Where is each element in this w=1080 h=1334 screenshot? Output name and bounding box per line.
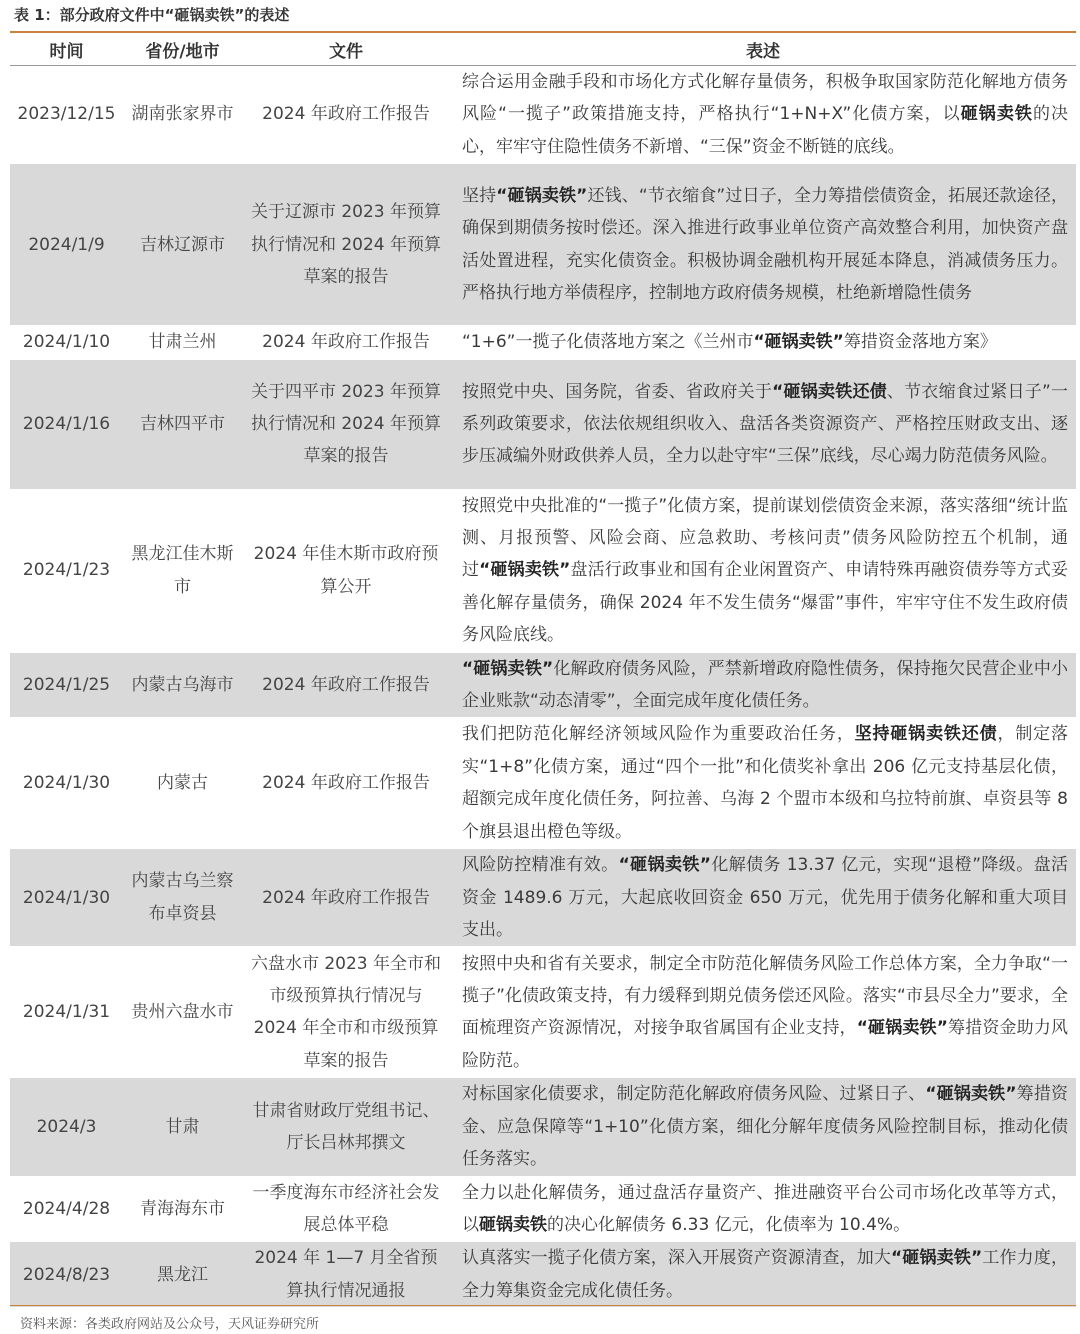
header-document: 文件 — [242, 33, 450, 66]
cell-date: 2024/1/23 — [10, 489, 123, 652]
cell-date: 2024/1/30 — [10, 718, 123, 849]
cell-region: 贵州六盘水市 — [123, 947, 242, 1078]
cell-description: 风险防控精准有效。“砸锅卖铁”化解债务 13.37 亿元，实现“退橙”降级。盘活资金 1489.6 万元，大起底收回资金 650 万元，优先用于债务化解和重大项目支出。 — [450, 849, 1076, 947]
cell-document: 甘肃省财政厅党组书记、厅长吕林邦撰文 — [242, 1078, 450, 1176]
cell-description: 综合运用金融手段和市场化方式化解存量债务，积极争取国家防范化解地方债务风险“一揽子”政策措施支持，严格执行“1+N+X”化债方案，以砸锅卖铁的决心，牢牢守住隐性债务不新增、“三保”资金不断链的底线。 — [450, 66, 1076, 164]
table-row — [10, 849, 1076, 947]
cell-description: 全力以赴化解债务，通过盘活存量资产、推进融资平台公司市场化改革等方式，以砸锅卖铁的决心化解债务 6.33 亿元，化债率为 10.4%。 — [450, 1176, 1076, 1242]
cell-document: 六盘水市 2023 年全市和市级预算执行情况与 2024 年全市和市级预算草案的报告 — [242, 947, 450, 1078]
cell-description: 认真落实一揽子化债方案，深入开展资产资源清查，加大“砸锅卖铁”工作力度，全力筹集资金完成化债任务。 — [450, 1242, 1076, 1307]
cell-document: 一季度海东市经济社会发展总体平稳 — [242, 1176, 450, 1242]
cell-region: 吉林辽源市 — [123, 164, 242, 326]
table-caption: 表 1：部分政府文件中“砸锅卖铁”的表述 — [14, 6, 290, 24]
cell-region: 内蒙古乌海市 — [123, 652, 242, 718]
cell-region: 吉林四平市 — [123, 359, 242, 489]
cell-date: 2024/1/30 — [10, 849, 123, 947]
bottom-rule — [10, 1305, 1076, 1306]
table-row — [10, 489, 1076, 652]
cell-document: 2024 年政府工作报告 — [242, 66, 450, 164]
table-row — [10, 164, 1076, 326]
cell-date: 2024/1/9 — [10, 164, 123, 326]
cell-document: 2024 年政府工作报告 — [242, 718, 450, 849]
cell-document: 关于四平市 2023 年预算执行情况和 2024 年预算草案的报告 — [242, 359, 450, 489]
cell-document: 关于辽源市 2023 年预算执行情况和 2024 年预算草案的报告 — [242, 164, 450, 326]
cell-description: 我们把防范化解经济领域风险作为重要政治任务，坚持砸锅卖铁还债，制定落实“1+8”化债方案，通过“四个一批”和化债奖补拿出 206 亿元支持基层化债，超额完成年度化债任务，阿拉善、乌海 2 个盟市本级和乌拉特前旗、卓资县等 8 个旗县退出橙色等级。 — [450, 718, 1076, 849]
source-note: 资料来源：各类政府网站及公众号，天风证券研究所 — [20, 1317, 320, 1332]
table-row — [10, 1078, 1076, 1176]
cell-document: 2024 年佳木斯市政府预算公开 — [242, 489, 450, 652]
cell-document: 2024 年政府工作报告 — [242, 326, 450, 359]
table-row — [10, 718, 1076, 849]
header-time: 时间 — [10, 33, 123, 66]
cell-region: 黑龙江 — [123, 1242, 242, 1307]
table-row — [10, 1242, 1076, 1307]
cell-document: 2024 年政府工作报告 — [242, 849, 450, 947]
header-region: 省份/地市 — [123, 33, 242, 66]
header-description: 表述 — [450, 33, 1076, 66]
cell-date: 2024/1/31 — [10, 947, 123, 1078]
cell-date: 2024/1/10 — [10, 326, 123, 359]
cell-region: 内蒙古乌兰察布卓资县 — [123, 849, 242, 947]
cell-date: 2024/1/16 — [10, 359, 123, 489]
header-row — [10, 33, 1076, 66]
cell-date: 2024/4/28 — [10, 1176, 123, 1242]
government-documents-table — [10, 33, 1076, 1307]
cell-region: 湖南张家界市 — [123, 66, 242, 164]
cell-date: 2024/3 — [10, 1078, 123, 1176]
cell-region: 内蒙古 — [123, 718, 242, 849]
cell-region: 甘肃 — [123, 1078, 242, 1176]
table-row — [10, 66, 1076, 164]
cell-description: 按照党中央批准的“一揽子”化债方案，提前谋划偿债资金来源，落实落细“统计监测、月报预警、风险会商、应急救助、考核问责”债务风险防控五个机制，通过“砸锅卖铁”盘活行政事业和国有企业闲置资产、申请特殊再融资债券等方式妥善化解存量债务，确保 2024 年不发生债务“爆雷”事件，牢牢守住不发生政府债务风险底线。 — [450, 489, 1076, 652]
cell-date: 2024/8/23 — [10, 1242, 123, 1307]
cell-description: 按照中央和省有关要求，制定全市防范化解债务风险工作总体方案，全力争取“一揽子”化债政策支持，有力缓释到期兑债务偿还风险。落实“市县尽全力”要求，全面梳理资产资源情况，对接争取省属国有企业支持，“砸锅卖铁”筹措资金助力风险防范。 — [450, 947, 1076, 1078]
table-row — [10, 947, 1076, 1078]
cell-description: 按照党中央、国务院，省委、省政府关于“砸锅卖铁还债、节衣缩食过紧日子”一系列政策要求，依法依规组织收入、盘活各类资源资产、严格控压财政支出、逐步压减编外财政供养人员，全力以赴守牢“三保”底线，尽心竭力防范债务风险。 — [450, 359, 1076, 489]
cell-region: 甘肃兰州 — [123, 326, 242, 359]
cell-description: “砸锅卖铁”化解政府债务风险，严禁新增政府隐性债务，保持拖欠民营企业中小企业账款“动态清零”，全面完成年度化债任务。 — [450, 652, 1076, 718]
table-row — [10, 652, 1076, 718]
cell-description: “1+6”一揽子化债落地方案之《兰州市“砸锅卖铁”筹措资金落地方案》 — [450, 326, 1076, 359]
table-row — [10, 359, 1076, 489]
cell-region: 青海海东市 — [123, 1176, 242, 1242]
cell-region: 黑龙江佳木斯市 — [123, 489, 242, 652]
cell-description: 对标国家化债要求，制定防范化解政府债务风险、过紧日子、“砸锅卖铁”筹措资金、应急保障等“1+10”化债方案，细化分解年度债务风险控制目标，推动化债任务落实。 — [450, 1078, 1076, 1176]
cell-document: 2024 年政府工作报告 — [242, 652, 450, 718]
cell-document: 2024 年 1—7 月全省预算执行情况通报 — [242, 1242, 450, 1307]
table-row — [10, 326, 1076, 359]
cell-description: 坚持“砸锅卖铁”还钱、“节衣缩食”过日子，全力筹措偿债资金，拓展还款途径，确保到期债务按时偿还。深入推进行政事业单位资产高效整合利用，加快资产盘活处置进程，充实化债资金。积极协调金融机构开展延本降息，消减债务压力。严格执行地方举债程序，控制地方政府债务规模，杜绝新增隐性债务 — [450, 164, 1076, 326]
table-row — [10, 1176, 1076, 1242]
cell-date: 2023/12/15 — [10, 66, 123, 164]
cell-date: 2024/1/25 — [10, 652, 123, 718]
